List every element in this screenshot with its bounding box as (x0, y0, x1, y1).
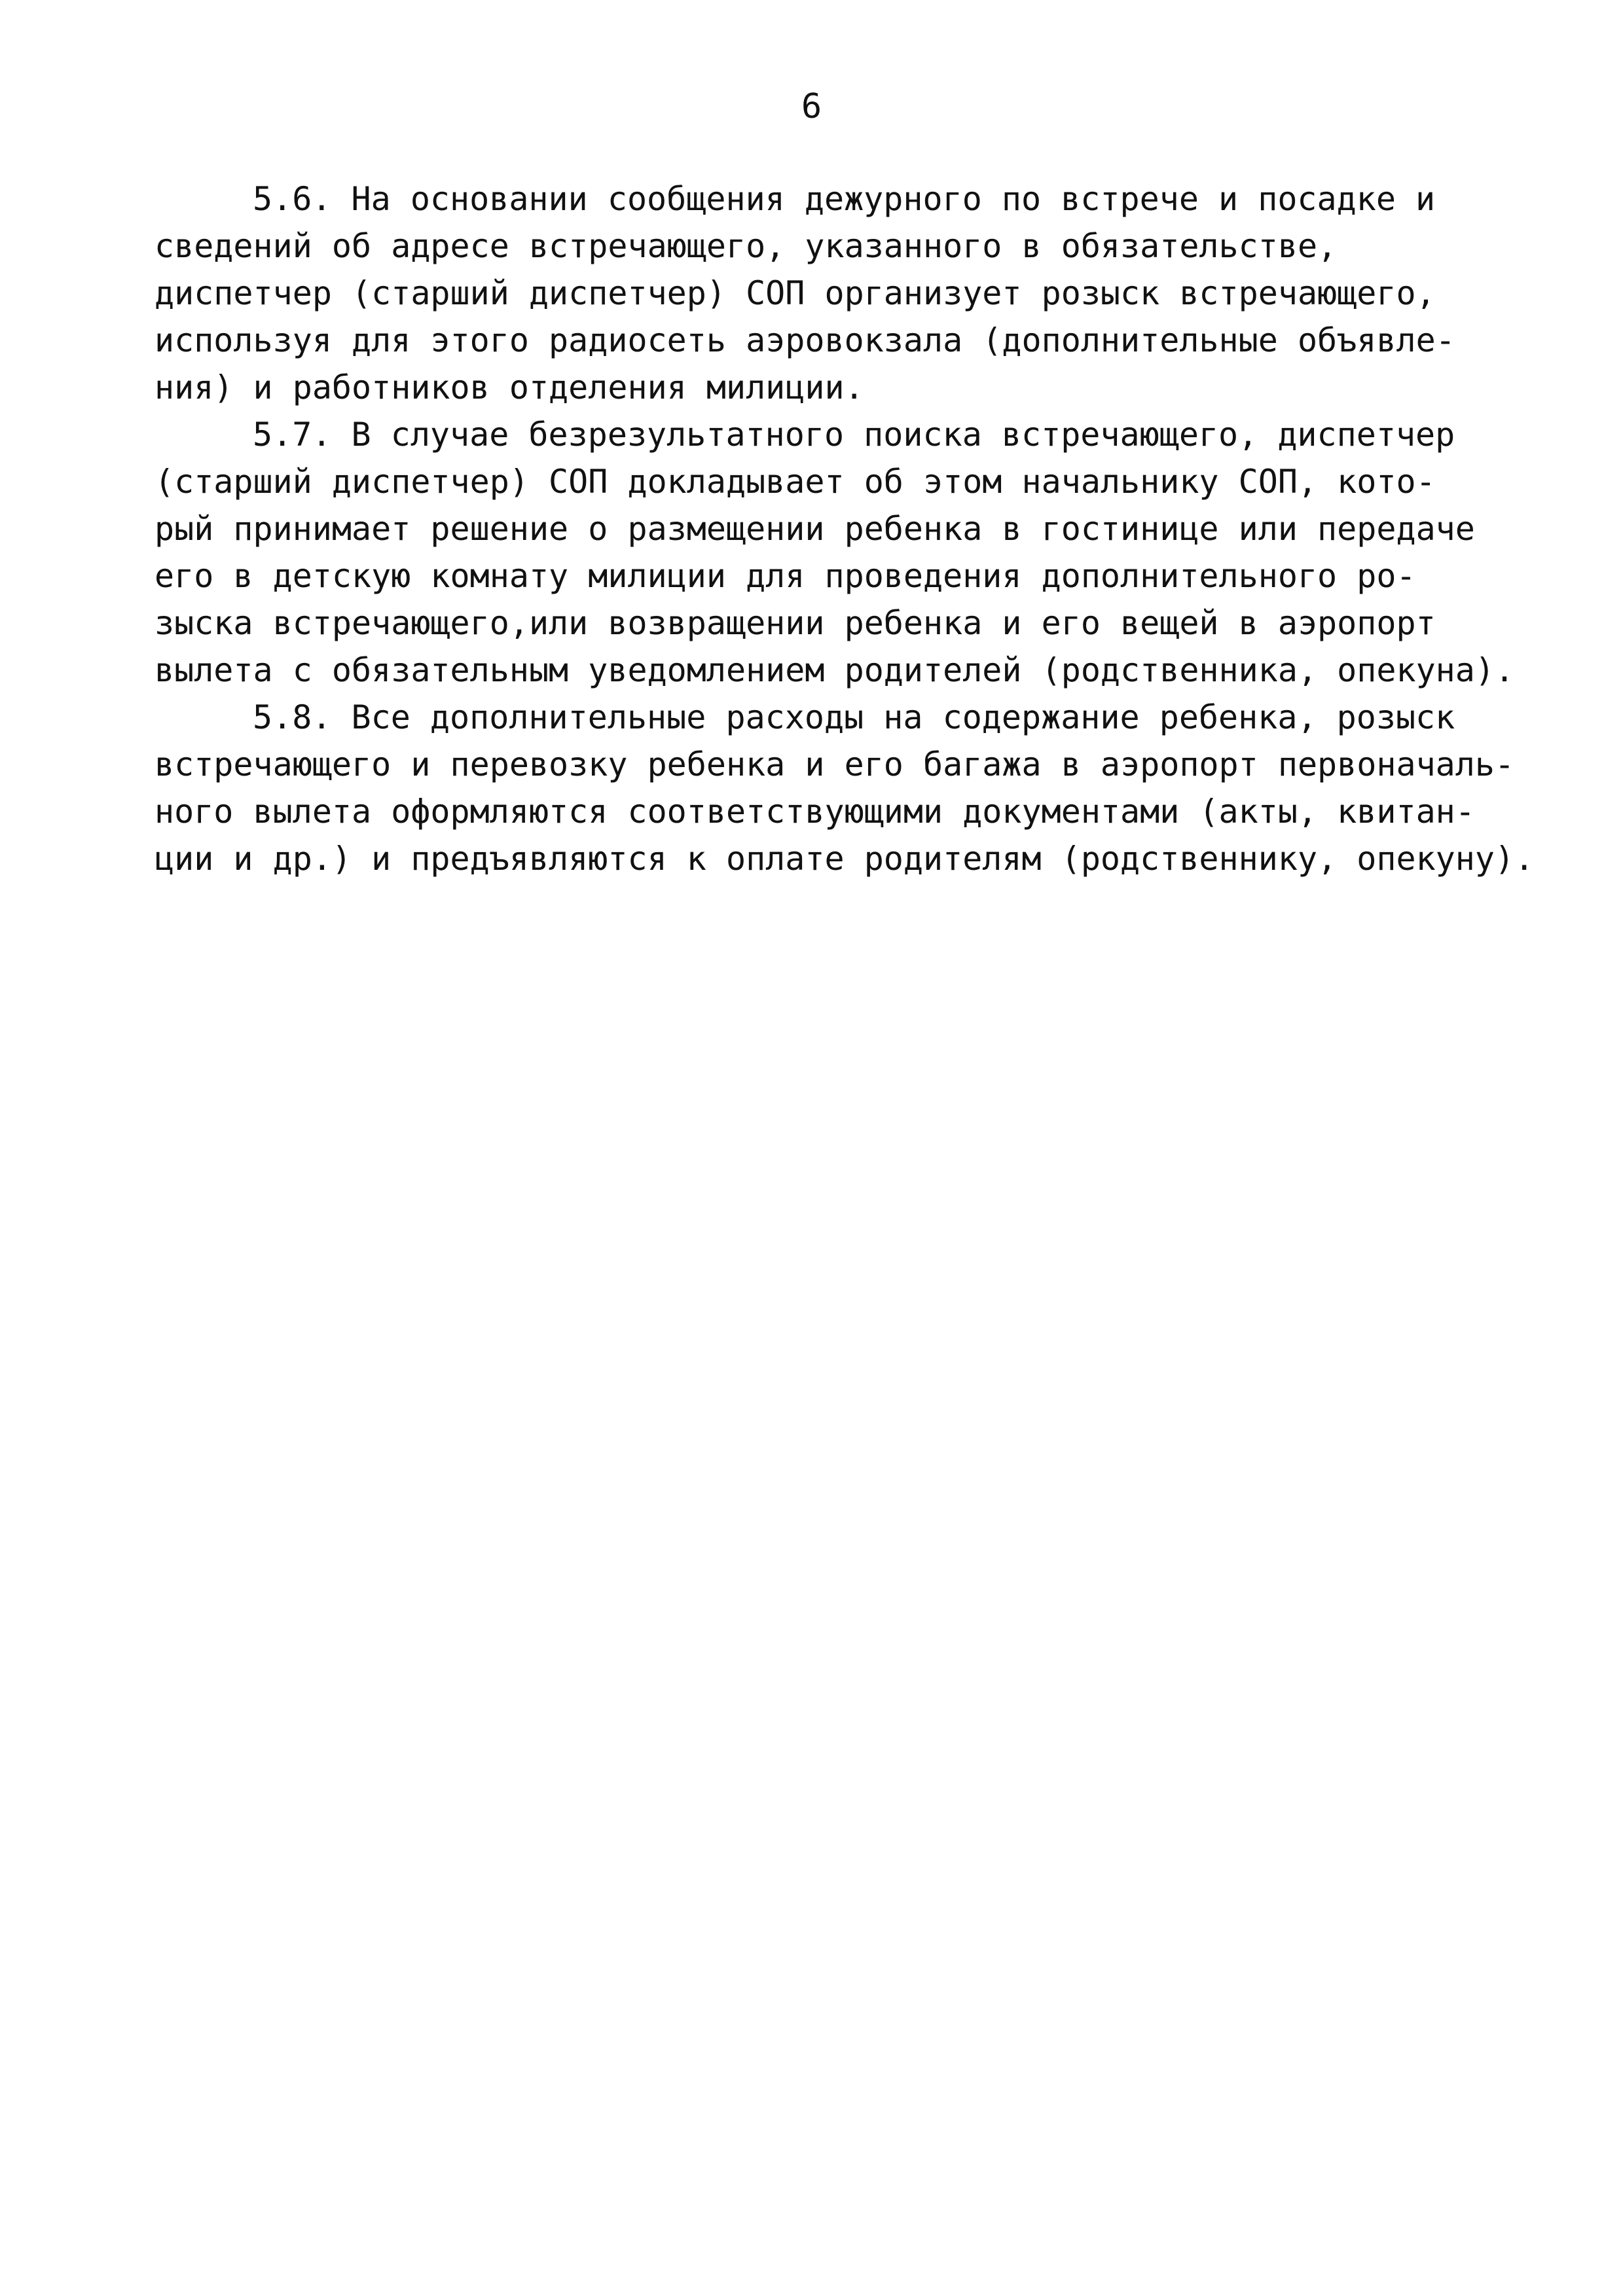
text-line: встречающего и перевозку ребенка и его багажа в аэропорт первоначаль- (155, 745, 1515, 783)
paragraph-5-8 (155, 694, 1562, 882)
page-number: 6 (801, 87, 822, 126)
text-line: (старший диспетчер) СОП докладывает об этом начальнику СОП, кото- (155, 463, 1436, 501)
text-line: 5.8. Все дополнительные расходы на содержание ребенка, розыск (253, 698, 1455, 736)
paragraph-5-7 (155, 411, 1562, 694)
text-line: зыска встречающего,или возвращении ребенка и его вещей в аэропорт (155, 604, 1436, 642)
text-line: его в детскую комнату милиции для проведения дополнительного ро- (155, 557, 1416, 595)
text-line: 5.7. В случае безрезультатного поиска встречающего, диспетчер (253, 416, 1455, 454)
text-line: ного вылета оформляются соответствующими документами (акты, квитан- (155, 793, 1475, 831)
text-line: ния) и работников отделения милиции. (155, 368, 864, 406)
text-line: 5.6. На основании сообщения дежурного по встрече и посадке и (253, 180, 1436, 218)
text-line: вылета с обязательным уведомлением родителей (родственника, опекуна). (155, 651, 1515, 689)
text-line: используя для этого радиосеть аэровокзала (дополнительные объявле- (155, 321, 1455, 359)
text-line: сведений об адресе встречающего, указанного в обязательстве, (155, 227, 1338, 265)
text-line: диспетчер (старший диспетчер) СОП организует розыск встречающего, (155, 274, 1436, 312)
paragraph-5-6 (155, 175, 1562, 411)
document-body (155, 175, 1562, 882)
text-line: рый принимает решение о размещении ребенка в гостинице или передаче (155, 510, 1475, 548)
text-line: ции и др.) и предъявляются к оплате родителям (родственнику, опекуну). (155, 840, 1535, 878)
